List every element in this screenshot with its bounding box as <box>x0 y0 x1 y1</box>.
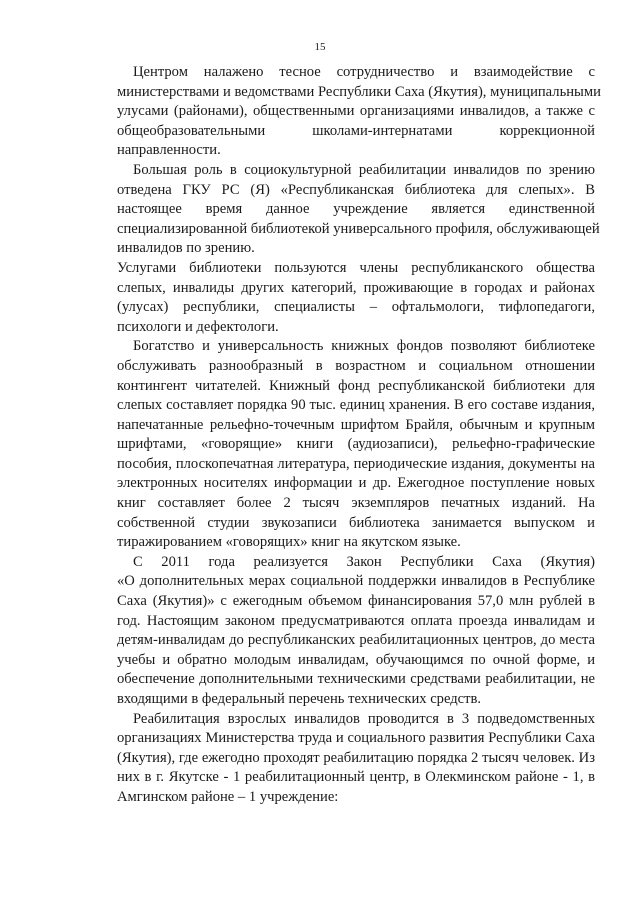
text-line: обеспечение дополнительными техническими средствами реабилитации, не <box>117 671 595 688</box>
text-line: улусами (районами), общественными организациями инвалидов, а также с <box>117 103 595 120</box>
paragraph <box>117 710 595 808</box>
text-line: специализированной библиотекой универсального профиля, обслуживающей <box>117 220 600 237</box>
page-number: 15 <box>314 41 326 53</box>
document-body <box>117 63 601 808</box>
paragraph <box>117 259 595 337</box>
text-line: Центром налажено тесное сотрудничество и взаимодействие с <box>133 64 595 80</box>
text-line: собственной студии звукозаписи библиотека занимается выпуском и <box>117 514 595 531</box>
text-line: С 2011 года реализуется Закон Республики Саха (Якутия) <box>133 553 595 570</box>
text-line: входящими в федеральный перечень технических средств. <box>117 691 482 707</box>
text-line: «О дополнительных мерах социальной поддержки инвалидов в Республике <box>117 573 595 590</box>
text-line: пособия, плоскопечатная литература, периодические издания, документы на <box>117 455 595 472</box>
text-line: них в г. Якутске - 1 реабилитационный центр, в Олекминском районе - 1, в <box>117 769 595 786</box>
text-line: учебы и обратно молодым инвалидам, обучающимся по очной форме, и <box>117 651 595 668</box>
text-line: книг составляет более 2 тысяч экземпляров печатных изданий. На <box>117 495 595 512</box>
text-line: направленности. <box>117 142 221 159</box>
text-line: министерствами и ведомствами Республики Саха (Якутия), муниципальными <box>117 83 601 100</box>
text-line: детям-инвалидам до республиканских реабилитационных центров, до места <box>117 632 595 649</box>
text-line: слепых, инвалиды других категорий, проживающие в городах и районах <box>117 279 595 296</box>
text-line: организациях Министерства труда и социального развития Республики Саха <box>117 730 595 747</box>
paragraph <box>117 553 595 710</box>
text-line: слепых составляет порядка 90 тыс. единиц хранения. В его составе издания, <box>117 397 595 414</box>
text-line: Реабилитация взрослых инвалидов проводится в 3 подведомственных <box>133 710 595 727</box>
text-line: обслуживать разнообразный в возрастном и социальном отношении <box>117 357 595 374</box>
text-line: Богатство и универсальность книжных фондов позволяют библиотеке <box>133 338 595 355</box>
text-line: Саха (Якутия)» с ежегодным объемом финансирования 57,0 млн рублей в <box>117 593 595 610</box>
text-line: год. Настоящим законом предусматриваются оплата проезда инвалидам и <box>117 612 595 629</box>
text-line: инвалидов по зрению. <box>117 240 255 257</box>
text-line: Большая роль в социокультурной реабилитации инвалидов по зрению <box>133 161 595 178</box>
paragraph <box>117 63 601 161</box>
paragraph <box>117 337 595 553</box>
text-line: электронных носителях информации и др. Ежегодное поступление новых <box>117 475 595 492</box>
text-line: тиражированием «говорящих» книг на якутском языке. <box>117 534 461 551</box>
text-line: (улусах) республики, специалисты – офтальмологи, тифлопедагоги, <box>117 299 595 316</box>
text-line: общеобразовательными школами-интернатами коррекционной <box>117 122 595 139</box>
text-line: Услугами библиотеки пользуются члены республиканского общества <box>117 259 595 276</box>
text-line: шрифтами, «говорящие» книги (аудиозаписи), рельефно-графические <box>117 436 595 453</box>
text-line: Амгинском районе – 1 учреждение: <box>117 788 339 805</box>
text-line: психологи и дефектологи. <box>117 318 279 335</box>
text-line: настоящее время данное учреждение является единственной <box>117 201 595 218</box>
text-line: отведена ГКУ РС (Я) «Республиканская библиотека для слепых». В <box>117 181 595 198</box>
text-line: напечатанные рельефно-точечным шрифтом Брайля, обычным и крупным <box>117 416 595 433</box>
paragraph <box>117 161 600 259</box>
text-line: (Якутия), где ежегодно проходят реабилитацию порядка 2 тысяч человек. Из <box>117 749 595 766</box>
text-line: контингент читателей. Книжный фонд республиканской библиотеки для <box>117 377 595 394</box>
